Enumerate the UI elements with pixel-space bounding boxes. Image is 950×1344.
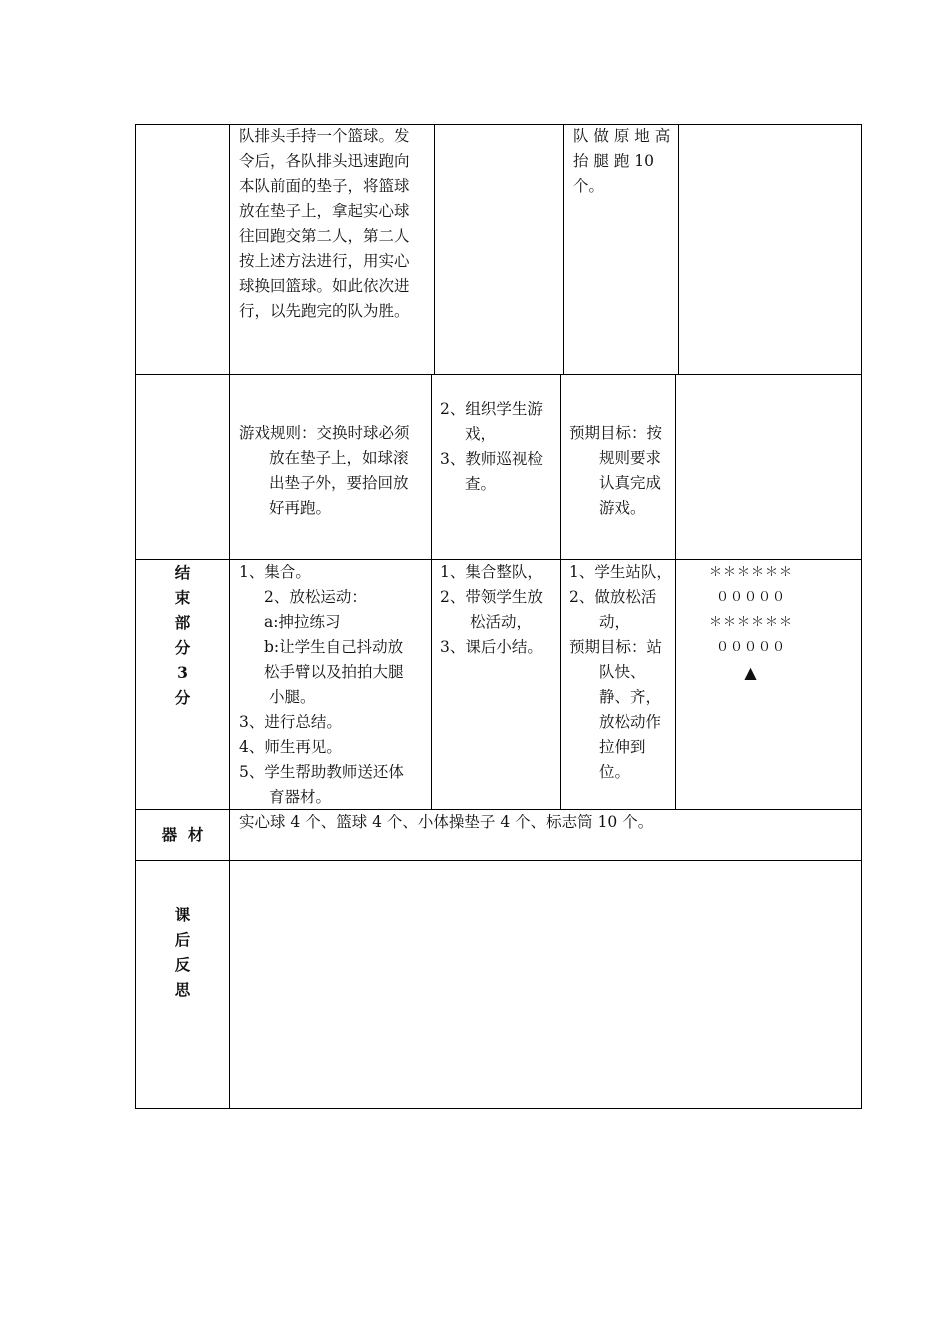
row3-teacher-cell [440, 560, 558, 660]
content-line: a:抻拉练习 [264, 613, 341, 631]
student-line: 队 做 原 地 高 [573, 127, 671, 145]
student-line: 个。 [573, 177, 605, 195]
content-line: 游戏规则：交换时球必须 [239, 424, 410, 442]
content-line: 3、进行总结。 [239, 713, 342, 731]
student-line: 预期目标：按 [569, 424, 663, 442]
section-label-char: 结 [174, 563, 191, 582]
row3-content-cell [239, 560, 429, 810]
student-line: 1、学生站队， [569, 563, 672, 581]
teacher-line: 3、教师巡视检 [440, 450, 543, 468]
reflection-label-char: 思 [174, 980, 191, 999]
row1-content-cell [239, 124, 431, 324]
reflection-label-char: 反 [174, 955, 191, 974]
teacher-line: 3、课后小结。 [440, 638, 543, 656]
formation-row-stars: ＊＊＊＊＊＊ [708, 615, 793, 630]
row2-content-cell [239, 421, 429, 521]
content-line: 松手臂以及拍拍大腿 [264, 663, 404, 681]
column-divider [563, 124, 564, 374]
teacher-line: 1、集合整队， [440, 563, 543, 581]
section-label-char: 分 [174, 688, 191, 707]
content-line: 球换回篮球。如此依次进 [239, 277, 410, 295]
section-label-char: 部 [174, 613, 191, 632]
section-label-char: 束 [174, 588, 191, 607]
student-line: 认真完成 [599, 474, 662, 492]
section-label-char: 分 [174, 638, 191, 657]
content-line: 小腿。 [269, 688, 316, 706]
section-label-char: 3 [177, 663, 188, 682]
column-divider [678, 124, 679, 374]
content-line: b:让学生自己抖动放 [264, 638, 404, 656]
teacher-line: 2、组织学生游 [440, 400, 543, 418]
content-line: 本队前面的垫子，将篮球 [239, 177, 410, 195]
student-line: 放松动作 [599, 713, 662, 731]
content-line: 育器材。 [269, 788, 332, 806]
teacher-line: 查。 [465, 475, 497, 493]
formation-row-stars: ＊＊＊＊＊＊ [708, 565, 793, 580]
student-line: 队快、 [599, 663, 646, 681]
table-right-border [861, 124, 862, 1109]
content-line: 1、集合。 [239, 563, 311, 581]
row3-label-cell [136, 560, 229, 710]
content-line: 放在垫子上，如球滚 [269, 449, 409, 467]
reflection-content-cell [230, 861, 860, 1107]
student-line: 动， [599, 613, 631, 631]
row3-student-cell [569, 560, 673, 785]
student-line: 2、做放松活 [569, 588, 657, 606]
content-line: 按上述方法进行，用实心 [239, 252, 410, 270]
row4-content-cell [239, 810, 849, 835]
content-line: 令后，各队排头迅速跑向 [239, 152, 410, 170]
student-line: 游戏。 [599, 499, 646, 517]
reflection-label-char: 课 [174, 905, 191, 924]
content-line: 放在垫子上，拿起实心球 [239, 202, 410, 220]
student-line: 抬 腿 跑 10 [573, 152, 655, 170]
teacher-line: 戏， [465, 425, 497, 443]
column-divider [560, 374, 561, 809]
row1-student-cell [573, 124, 675, 199]
content-line: 5、学生帮助教师送还体 [239, 763, 404, 781]
content-line: 往回跑交第二人，第二人 [239, 227, 410, 245]
teacher-position-icon: ▲ [744, 663, 758, 682]
student-line: 位。 [599, 763, 631, 781]
content-line: 4、师生再见。 [239, 738, 342, 756]
student-line: 预期目标：站 [569, 638, 663, 656]
reflection-label-char: 后 [174, 930, 191, 949]
content-line: 好再跑。 [269, 499, 332, 517]
content-line: 2、放松运动： [264, 588, 367, 606]
equipment-text: 实心球 4 个、篮球 4 个、小体操垫子 4 个、标志筒 10 个。 [239, 813, 654, 831]
column-divider [434, 124, 435, 374]
content-line: 行，以先跑完的队为胜。 [239, 302, 410, 320]
row5-label-cell [136, 902, 229, 1002]
formation-row-circles: ０００００ [715, 590, 786, 605]
student-line: 规则要求 [599, 449, 662, 467]
student-line: 静、齐， [599, 688, 662, 706]
table-bottom-border [135, 1108, 862, 1109]
formation-diagram [676, 560, 826, 685]
row2-teacher-cell [440, 397, 558, 497]
equipment-label: 器 材 [161, 825, 204, 844]
formation-row-circles: ０００００ [715, 640, 786, 655]
teacher-line: 松活动， [470, 613, 533, 631]
row2-student-cell [569, 421, 673, 521]
teacher-line: 2、带领学生放 [440, 588, 543, 606]
content-line: 出垫子外，要拾回放 [269, 474, 409, 492]
column-divider [431, 374, 432, 809]
content-line: 队排头手持一个篮球。发 [239, 127, 410, 145]
student-line: 拉伸到 [599, 738, 646, 756]
row-divider [135, 374, 862, 375]
row4-label-cell [136, 822, 229, 847]
